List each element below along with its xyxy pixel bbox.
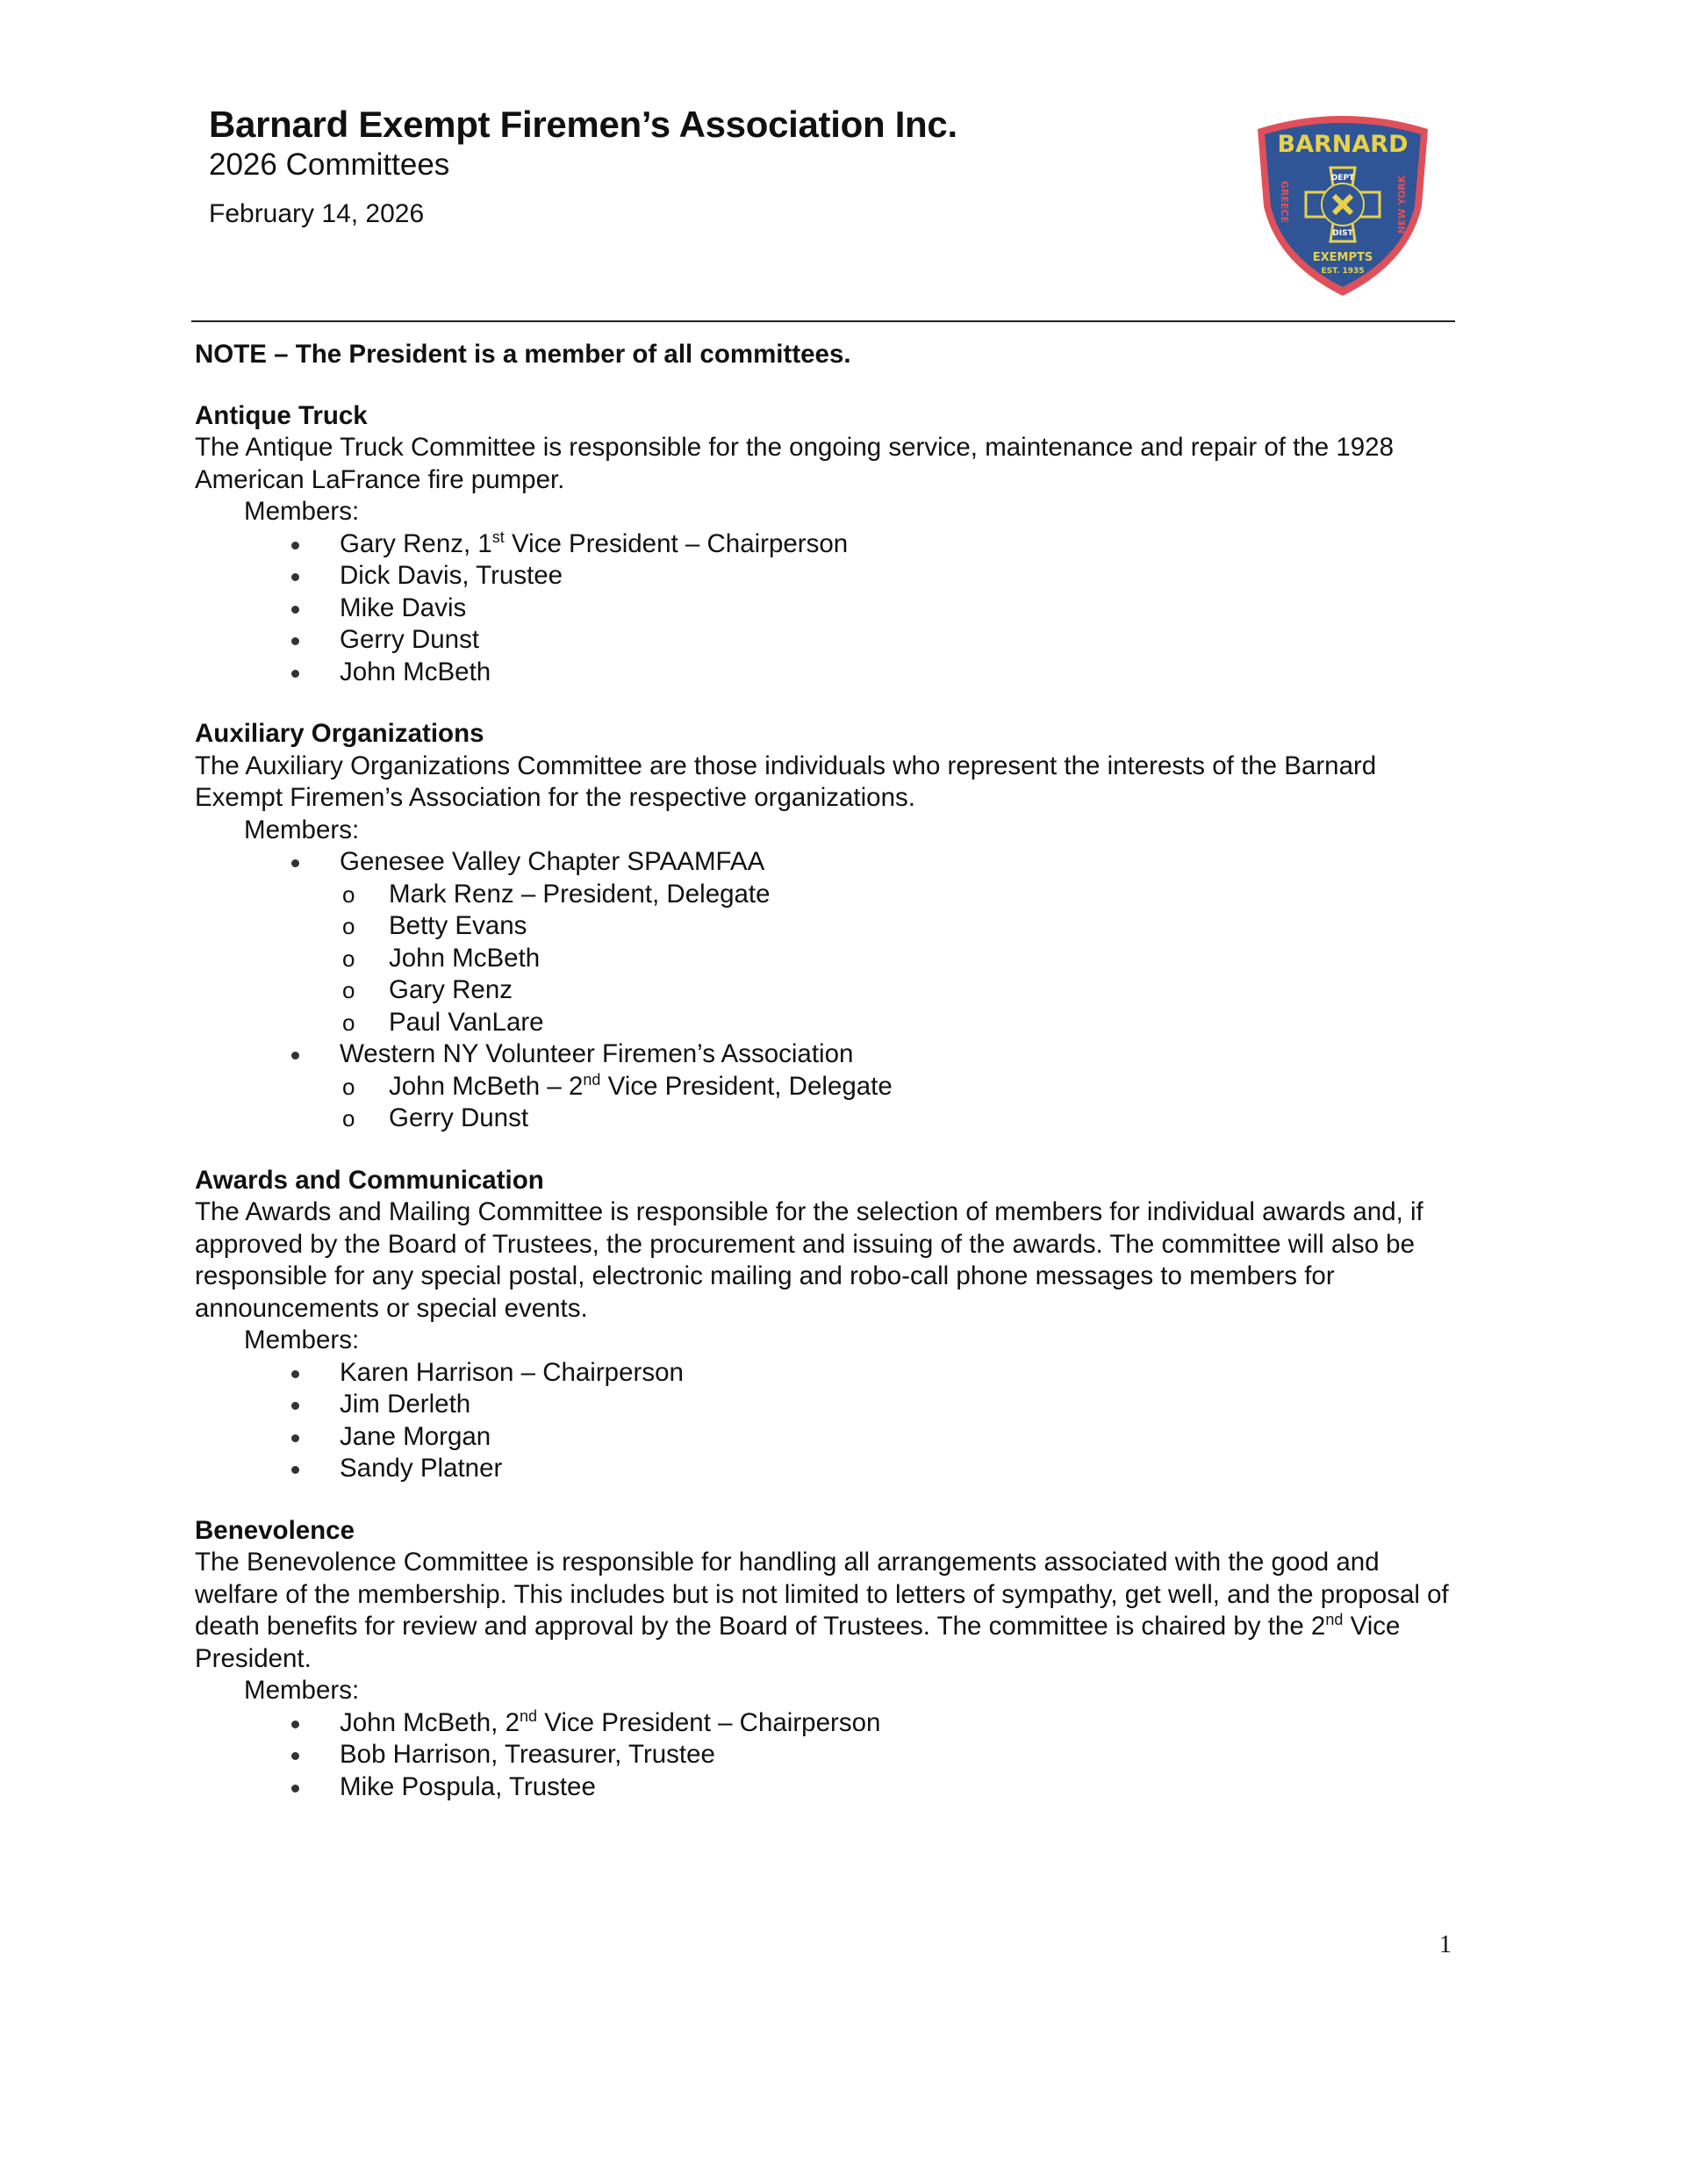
sub-member-list (195, 1071, 1459, 1135)
hollow-bullet-icon: o (342, 913, 355, 939)
committee-description: The Auxiliary Organizations Committee are those individuals who represent the interests of the Barnard Exempt Firemen’s Association for the respective organizations. (195, 751, 1377, 812)
member-name: Mike Pospula, Trustee (340, 1771, 596, 1801)
bullet-icon (291, 1721, 299, 1728)
committee-description (195, 1547, 1459, 1675)
ordinal-suffix: nd (1325, 1611, 1344, 1629)
member-role: Vice President – Chairperson (537, 1707, 881, 1737)
member-name: Bob Harrison, Treasurer, Trustee (340, 1740, 715, 1769)
member-name: Betty Evans (389, 911, 527, 940)
committee-section (195, 400, 1459, 689)
hollow-bullet-icon: o (342, 945, 355, 972)
ordinal-suffix: nd (583, 1070, 601, 1088)
list-item (195, 1007, 1459, 1039)
committee-title: Auxiliary Organizations (195, 719, 484, 748)
svg-text:GREECE: GREECE (1279, 180, 1290, 224)
bullet-icon (291, 670, 299, 678)
document-date: February 14, 2026 (209, 199, 425, 228)
description-text: The Benevolence Committee is responsible for handling all arrangements associated with the good and welfare of the membership. This includes but is not limited to letters of sympathy, get well, and the proposal of death benefits for review and approval by the Board of Trustees. The committee is chaired by the 2 (195, 1548, 1449, 1641)
member-name: Gerry Dunst (389, 1103, 529, 1132)
member-text (389, 975, 513, 1004)
list-item (195, 1038, 1459, 1135)
document-subtitle: 2026 Committees (209, 147, 450, 182)
list-item (195, 528, 1459, 561)
member-name: Gary Renz (389, 975, 513, 1004)
hollow-bullet-icon: o (342, 977, 355, 1003)
member-text (340, 529, 848, 558)
members-label: Members: (244, 1325, 360, 1354)
member-text (340, 625, 479, 654)
member-text (389, 1008, 544, 1037)
member-text (389, 911, 527, 940)
bullet-icon (291, 1402, 299, 1410)
member-text (340, 1708, 880, 1737)
member-name: John McBeth – 2 (389, 1071, 584, 1101)
list-item (195, 560, 1459, 593)
svg-text:EST. 1935: EST. 1935 (1321, 267, 1365, 276)
member-text (340, 1772, 596, 1801)
member-name: John McBeth (340, 657, 491, 686)
member-text (389, 880, 771, 909)
member-name: Genesee Valley Chapter SPAAMFAA (340, 847, 765, 876)
ordinal-suffix: st (491, 528, 505, 546)
member-list (195, 528, 1459, 689)
hollow-bullet-icon: o (342, 880, 355, 908)
svg-text:DEPT: DEPT (1330, 174, 1355, 183)
member-text (340, 1422, 491, 1451)
members-label: Members: (244, 497, 360, 526)
list-item (195, 1771, 1459, 1804)
members-label: Members: (244, 1676, 360, 1705)
hollow-bullet-icon: o (342, 1009, 355, 1036)
list-item (195, 1389, 1459, 1421)
bullet-icon (291, 573, 299, 581)
sub-member-list (195, 879, 1459, 1039)
hollow-bullet-icon: o (342, 1105, 355, 1132)
svg-text:EXEMPTS: EXEMPTS (1312, 251, 1373, 264)
list-item (195, 657, 1459, 689)
member-name: Sandy Platner (340, 1454, 503, 1483)
member-text (340, 657, 491, 686)
bullet-icon (291, 1466, 299, 1474)
member-text (340, 1740, 715, 1769)
member-list (195, 1357, 1459, 1485)
president-note: NOTE – The President is a member of all committees. (195, 340, 851, 369)
member-text (340, 1454, 502, 1483)
member-text (340, 1390, 470, 1419)
svg-text:DIST: DIST (1332, 229, 1353, 238)
list-item (195, 1103, 1459, 1135)
member-role: Vice President – Chairperson (504, 528, 849, 558)
member-text (340, 847, 764, 876)
list-item (195, 1421, 1459, 1454)
svg-text:NEW YORK: NEW YORK (1396, 175, 1408, 234)
member-text (389, 1072, 893, 1101)
member-name: John McBeth, 2 (340, 1707, 520, 1737)
member-name: Dick Davis, Trustee (340, 561, 563, 590)
member-list (195, 1707, 1459, 1804)
hollow-bullet-icon: o (342, 1073, 355, 1100)
description-text: Vice President. (195, 1612, 1401, 1673)
bullet-icon (291, 1785, 299, 1792)
bullet-icon (291, 637, 299, 645)
document-body (195, 339, 1459, 1833)
member-name: Karen Harrison – Chairperson (340, 1357, 684, 1387)
member-text (340, 1358, 684, 1387)
bullet-icon (291, 1434, 299, 1442)
logo-text-top: BARNARD (1277, 131, 1409, 158)
member-name: Jane Morgan (340, 1421, 491, 1451)
committee-description: The Awards and Mailing Committee is responsible for the selection of members for individual awards and, if approved by the Board of Trustees, the procurement and issuing of the awards. The committee will also be responsible for any special postal, electronic mailing and robo-call phone messages to members for announcements or special events. (195, 1197, 1423, 1323)
list-item (195, 1707, 1459, 1740)
list-item (195, 1739, 1459, 1771)
list-item (195, 846, 1459, 1038)
list-item (195, 1071, 1459, 1103)
member-name: Mike Davis (340, 593, 467, 622)
list-item (195, 624, 1459, 657)
committee-section (195, 718, 1459, 1135)
member-name: Gary Renz, 1 (340, 528, 492, 558)
member-text (340, 1039, 853, 1068)
member-text (340, 593, 466, 622)
members-label: Members: (244, 815, 360, 844)
committee-section (195, 1515, 1459, 1804)
header-divider (191, 320, 1455, 322)
member-text (389, 944, 540, 973)
list-item (195, 974, 1459, 1007)
document-title: Barnard Exempt Firemen’s Association Inc. (209, 104, 957, 145)
bullet-icon (291, 1752, 299, 1760)
member-name: Paul VanLare (389, 1007, 544, 1037)
member-name: Mark Renz – President, Delegate (389, 879, 771, 909)
list-item (195, 910, 1459, 943)
bullet-icon (291, 606, 299, 614)
list-item (195, 1357, 1459, 1390)
committee-title: Awards and Communication (195, 1165, 544, 1195)
ordinal-suffix: nd (519, 1706, 538, 1725)
list-item (195, 593, 1459, 625)
list-item (195, 1453, 1459, 1485)
page-number: 1 (1439, 1931, 1452, 1958)
bullet-icon (291, 542, 299, 550)
member-list (195, 846, 1459, 1135)
bullet-icon (291, 1052, 299, 1060)
committee-description: The Antique Truck Committee is responsible for the ongoing service, maintenance and repair of the 1928 American LaFrance fire pumper. (195, 433, 1394, 494)
member-text (389, 1103, 528, 1132)
member-name: Gerry Dunst (340, 625, 480, 654)
member-name: Western NY Volunteer Firemen’s Association (340, 1039, 854, 1068)
list-item (195, 943, 1459, 975)
member-name: John McBeth (389, 943, 541, 973)
member-role: Vice President, Delegate (600, 1071, 893, 1101)
committee-title: Antique Truck (195, 400, 368, 430)
list-item (195, 879, 1459, 911)
bullet-icon (291, 1370, 299, 1378)
barnard-exempts-badge-logo (1251, 110, 1435, 298)
bullet-icon (291, 859, 299, 867)
committee-section (195, 1165, 1459, 1485)
committee-title: Benevolence (195, 1515, 355, 1545)
member-name: Jim Derleth (340, 1390, 471, 1419)
member-text (340, 561, 563, 590)
